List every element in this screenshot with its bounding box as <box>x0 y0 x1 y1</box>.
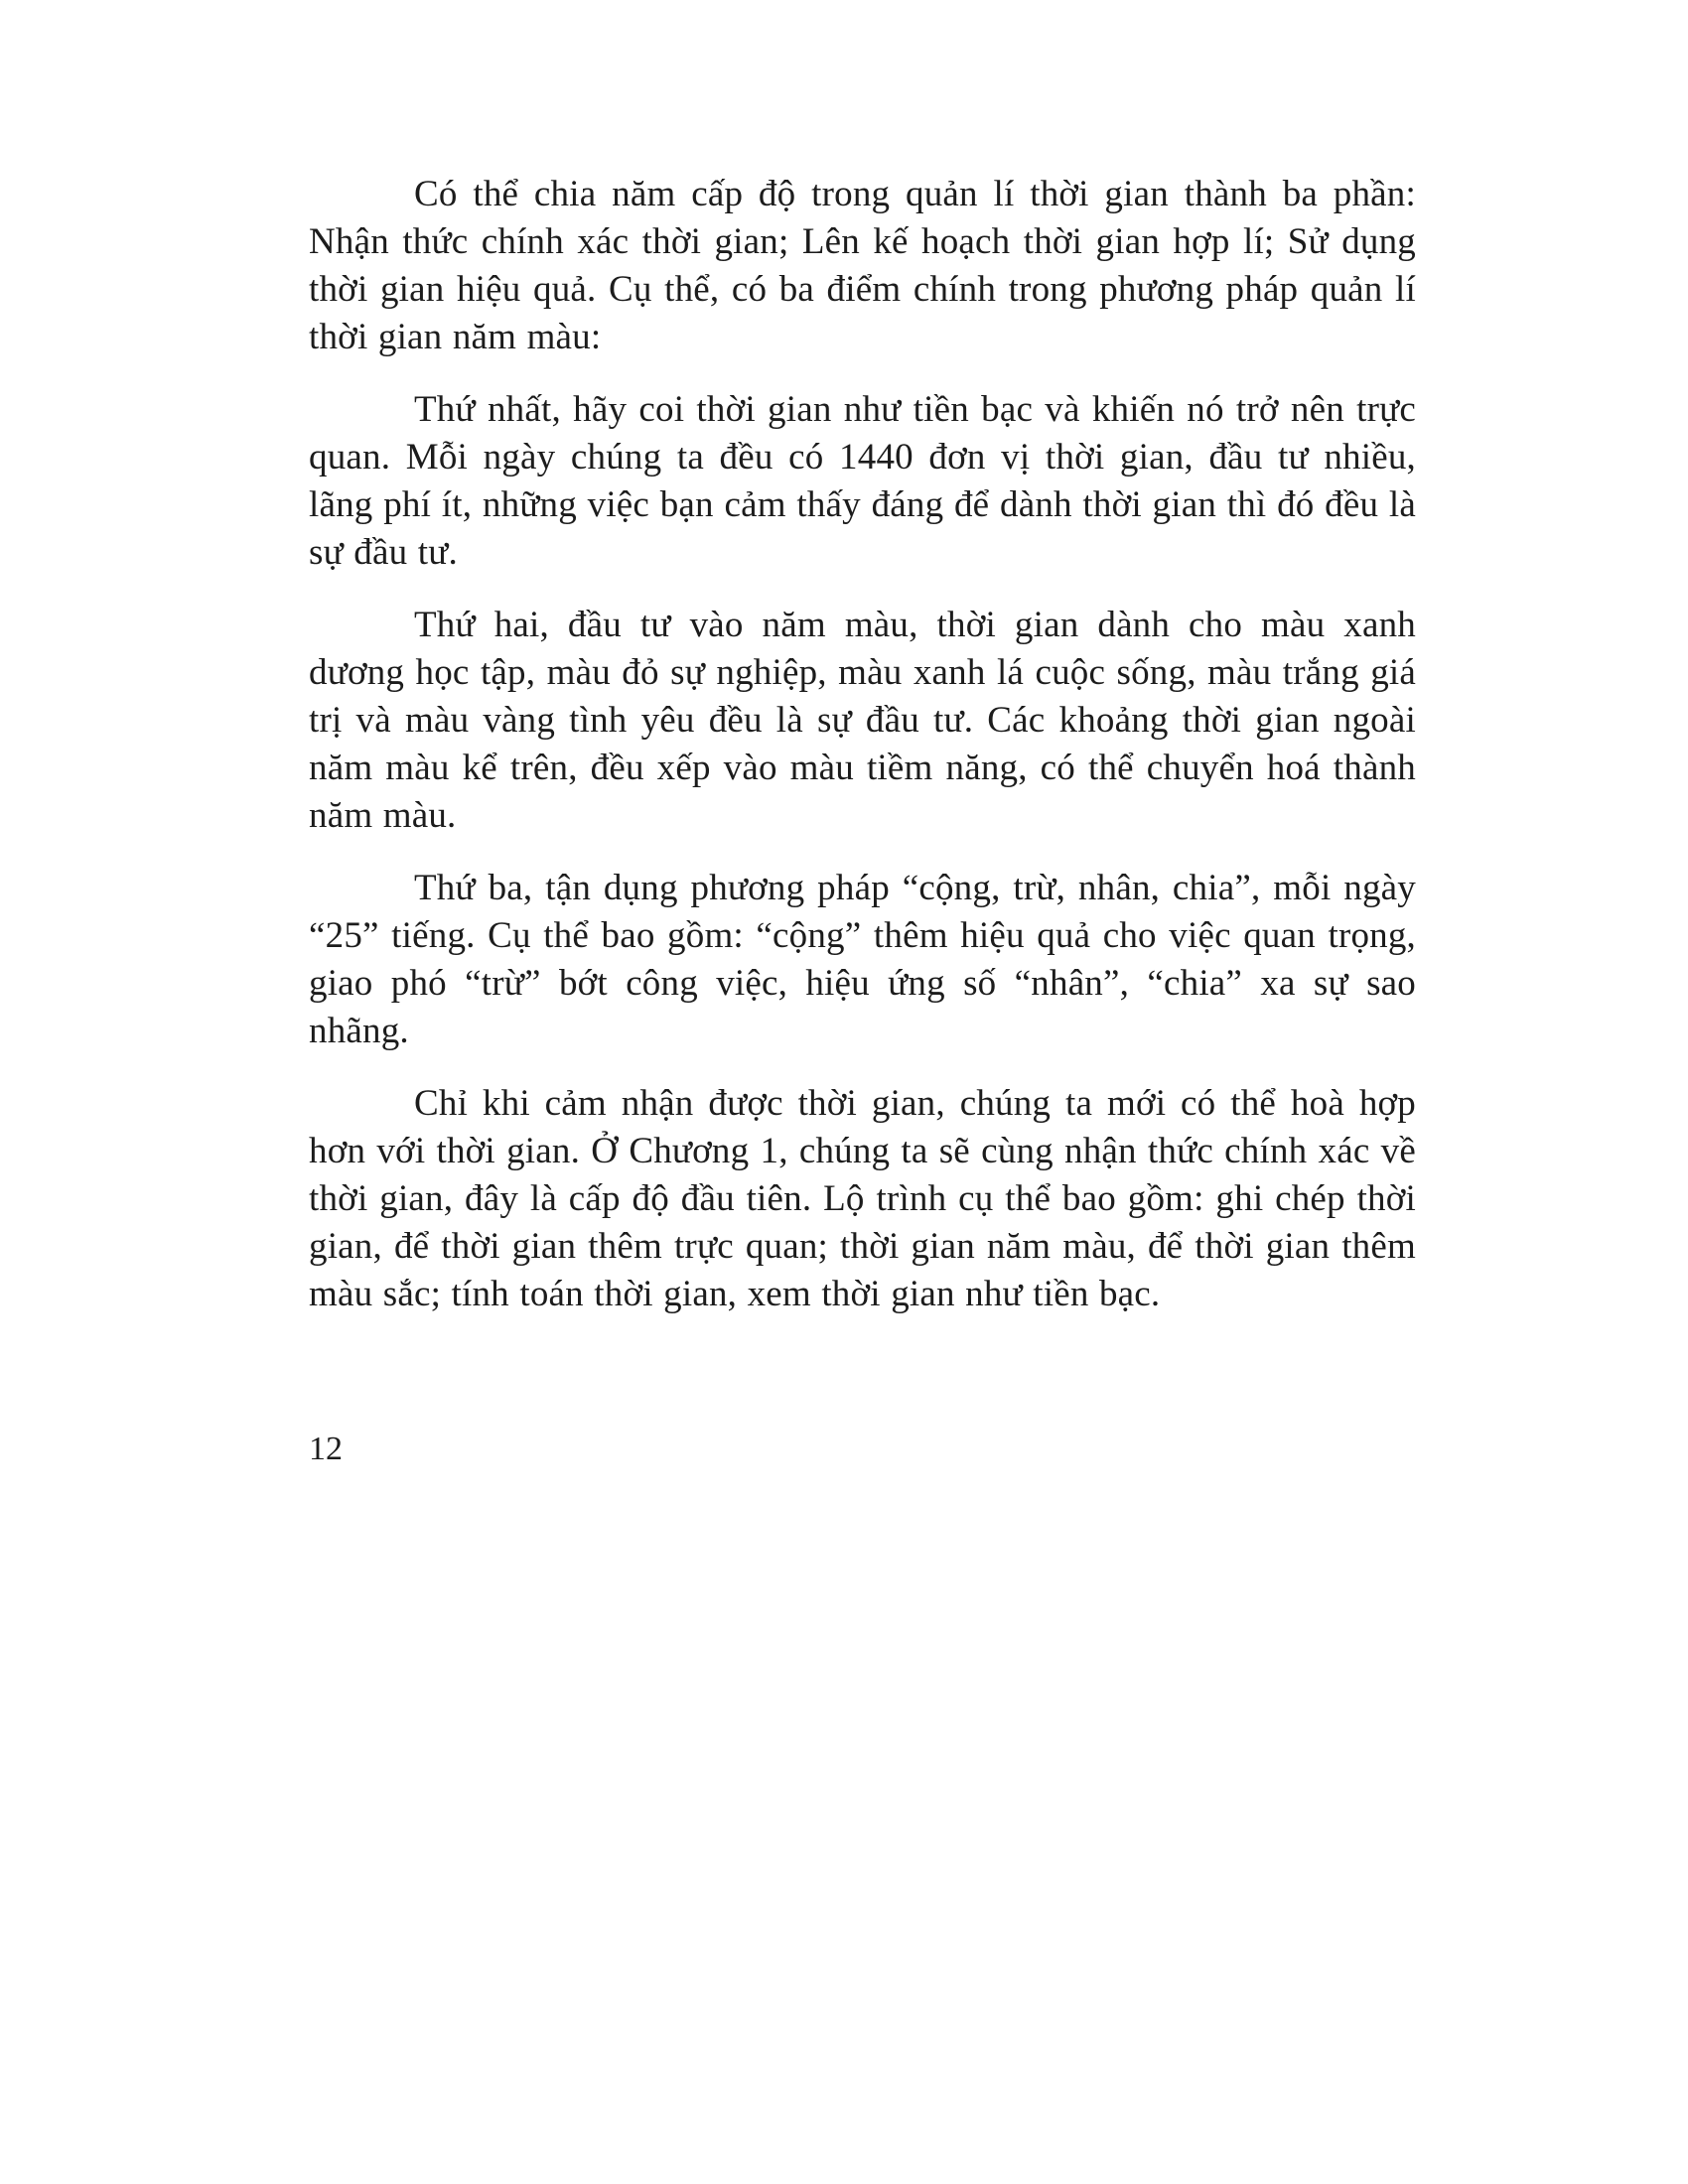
paragraph-3: Thứ hai, đầu tư vào năm màu, thời gian dành cho màu xanh dương học tập, màu đỏ sự nghiệp, màu xanh lá cuộc sống, màu trắng giá trị và màu vàng tình yêu đều là sự đầu tư. Các khoảng thời gian ngoài năm màu kể trên, đều xếp vào màu tiềm năng, có thể chuyển hoá thành năm màu. <box>309 605 1416 836</box>
paragraph-1: Có thể chia năm cấp độ trong quản lí thời gian thành ba phần: Nhận thức chính xác thời gian; Lên kế hoạch thời gian hợp lí; Sử dụng thời gian hiệu quả. Cụ thể, có ba điểm chính trong phương pháp quản lí thời gian năm màu: <box>309 174 1416 357</box>
page-body <box>309 171 1416 1343</box>
page-number: 12 <box>309 1431 343 1467</box>
paragraph-4: Thứ ba, tận dụng phương pháp “cộng, trừ, nhân, chia”, mỗi ngày “25” tiếng. Cụ thể bao gồm: “cộng” thêm hiệu quả cho việc quan trọng, giao phó “trừ” bớt công việc, hiệu ứng số “nhân”, “chia” xa sự sao nhãng. <box>309 868 1416 1051</box>
paragraph-5: Chỉ khi cảm nhận được thời gian, chúng ta mới có thể hoà hợp hơn với thời gian. Ở Chương 1, chúng ta sẽ cùng nhận thức chính xác về thời gian, đây là cấp độ đầu tiên. Lộ trình cụ thể bao gồm: ghi chép thời gian, để thời gian thêm trực quan; thời gian năm màu, để thời gian thêm màu sắc; tính toán thời gian, xem thời gian như tiền bạc. <box>309 1083 1416 1314</box>
paragraph-2: Thứ nhất, hãy coi thời gian như tiền bạc và khiến nó trở nên trực quan. Mỗi ngày chúng ta đều có 1440 đơn vị thời gian, đầu tư nhiều, lãng phí ít, những việc bạn cảm thấy đáng để dành thời gian thì đó đều là sự đầu tư. <box>309 389 1416 573</box>
